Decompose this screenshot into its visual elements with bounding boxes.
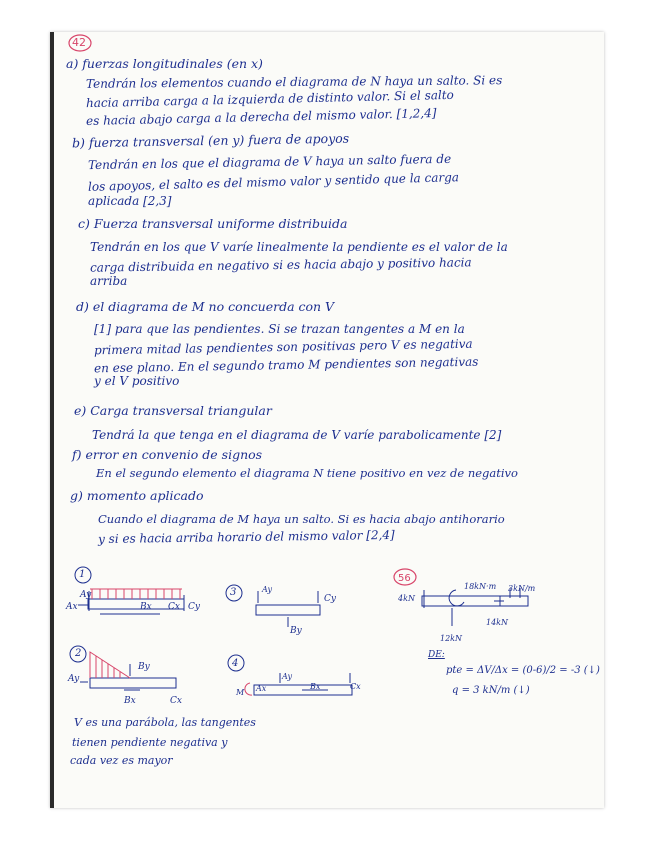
sketch-4-ax: Ax [256, 684, 267, 693]
sketch-56-3knm: 3kN/m [508, 584, 536, 593]
heading-b: b) fuerza transversal (en y) fuera de apoyos [71, 130, 350, 151]
text-g-1: Cuando el diagrama de M haya un salto. Si es hacia abajo antihorario [98, 512, 505, 526]
heading-d: d) el diagrama de M no concuerda con V [76, 299, 335, 314]
sketch-56-14kn: 14kN [486, 618, 509, 627]
text-d-4: y el V positivo [94, 374, 180, 388]
text-d-2: primera mitad las pendientes son positivas pero V es negativa [93, 336, 473, 358]
sketch-4-m: M [236, 688, 245, 697]
sketch-56-number: 56 [398, 573, 411, 584]
sketch-1-ax: Ax [66, 602, 78, 612]
sketch-1-ay: Ay [80, 590, 92, 600]
text-c-1: Tendrán en los que V varíe linealmente la pendiente es el valor de la [90, 240, 508, 254]
heading-c: c) Fuerza transversal uniforme distribuida [78, 216, 348, 231]
sketch-1-cx: Cx [168, 602, 180, 612]
sketch-4-number: 4 [232, 658, 239, 669]
sketch-56-18kn: 18kN·m [464, 582, 497, 591]
sketch-4-ay: Ay [282, 672, 292, 681]
note-line-2: tienen pendiente negativa y [72, 736, 228, 749]
sketch-56-12kn: 12kN [440, 634, 463, 643]
calc-title: DE: [428, 650, 445, 660]
sketch-3-ay: Ay [262, 585, 272, 594]
sketch-4-beam [224, 655, 364, 705]
calc-line-2: q = 3 kN/m (↓) [452, 685, 530, 696]
page-edge [50, 32, 54, 808]
text-e-1: Tendrá la que tenga en el diagrama de V varíe parabolicamente [2] [92, 428, 502, 442]
text-d-1: [1] para que las pendientes. Si se trazan tangentes a M en la [94, 322, 465, 336]
text-b-2: los apoyos, el salto es del mismo valor y sentido que la carga [87, 170, 460, 194]
text-g-2: y si es hacia arriba horario del mismo valor [2,4] [97, 527, 395, 547]
text-f-1: En el segundo elemento el diagrama N tiene positivo en vez de negativo [96, 466, 518, 480]
text-d-3: en ese plano. En el segundo tramo M pendientes son negativas [93, 354, 479, 376]
text-c-3: arriba [90, 274, 128, 288]
heading-f: f) error en convenio de signos [72, 447, 263, 462]
note-line-3: cada vez es mayor [70, 754, 173, 767]
problem-number: 42 [72, 36, 86, 49]
text-a-3: es hacia abajo carga a la derecha del mismo valor. [1,2,4] [85, 106, 437, 128]
calc-line-1: pte = ΔV/Δx = (0-6)/2 = -3 (↓) [446, 665, 600, 676]
text-a-1: Tendrán los elementos cuando el diagrama de N haya un salto. Si es [85, 73, 503, 91]
sketch-4-cx: Cx [350, 682, 361, 691]
sketch-4-bx: Bx [310, 682, 321, 691]
sketch-3-number: 3 [230, 587, 237, 598]
sketch-2-cx: Cx [170, 696, 182, 706]
text-b-1: Tendrán en los que el diagrama de V haya un salto fuera de [87, 151, 452, 173]
sketch-56-4kn: 4kN [398, 594, 415, 603]
sketch-2-number: 2 [75, 648, 82, 659]
sketch-2-bx: Bx [124, 696, 136, 706]
sketch-3-by: By [290, 626, 302, 636]
sketch-3-cy: Cy [324, 594, 336, 604]
sketch-2-ay: Ay [68, 674, 80, 684]
sketch-2-by: By [138, 662, 150, 672]
note-line-1: V es una parábola, las tangentes [74, 716, 256, 729]
text-b-3: aplicada [2,3] [88, 194, 172, 208]
heading-g: g) momento aplicado [70, 488, 204, 503]
heading-a: a) fuerzas longitudinales (en x) [66, 56, 263, 71]
sketch-1-cy: Cy [188, 602, 200, 612]
heading-e: e) Carga transversal triangular [74, 403, 272, 418]
sketch-1-number: 1 [79, 569, 86, 580]
text-a-2: hacia arriba carga a la izquierda de distinto valor. Si el salto [85, 87, 454, 111]
sketch-1-bx: Bx [140, 602, 152, 612]
text-c-2: carga distribuida en negativo si es hacia abajo y positivo hacia [89, 255, 472, 275]
